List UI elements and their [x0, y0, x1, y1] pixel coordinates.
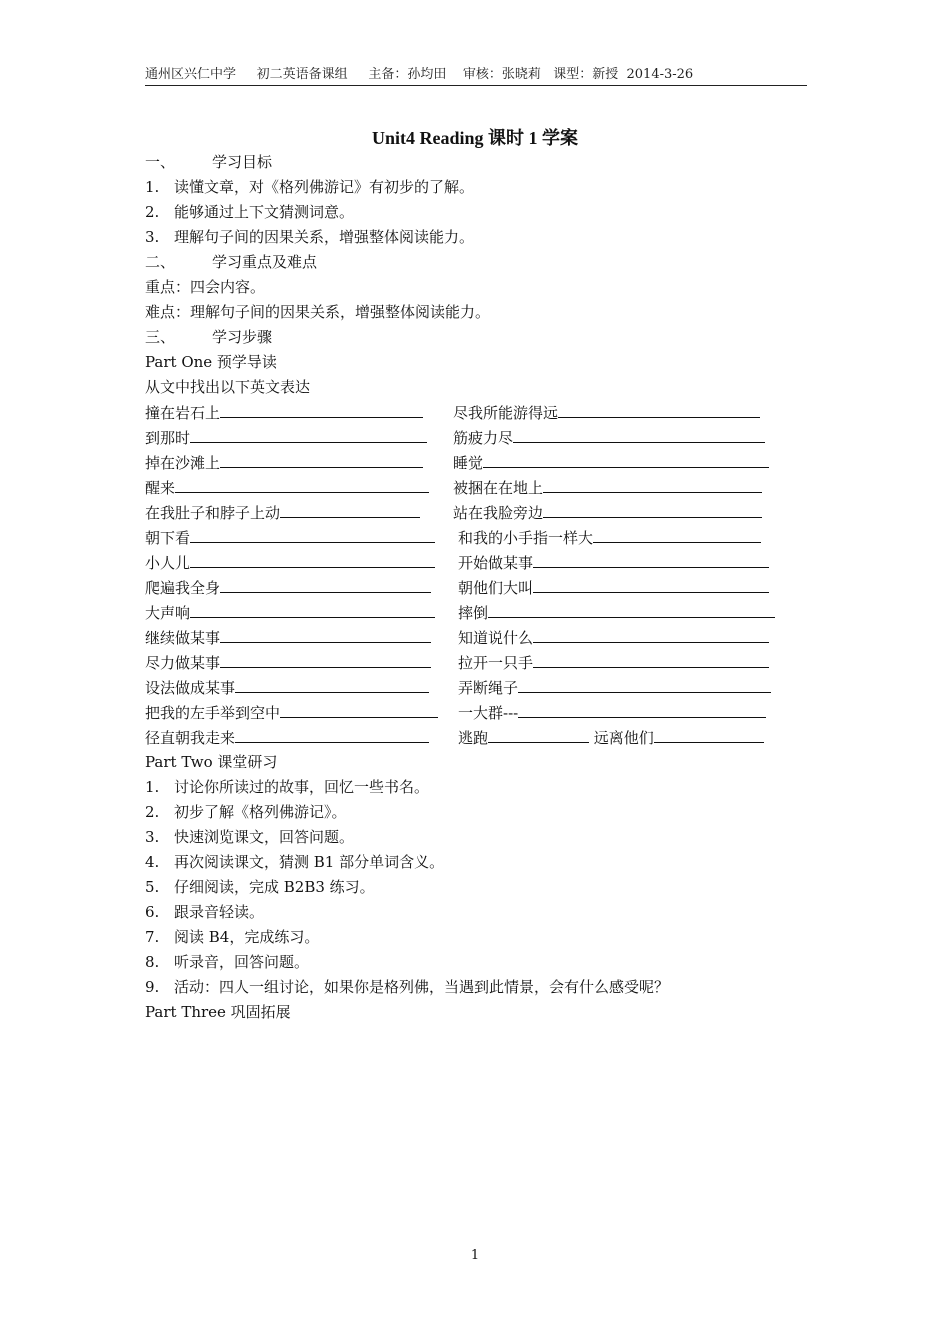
- answer-blank[interactable]: [543, 475, 762, 493]
- phrase-label: 和我的小手指一样大: [458, 529, 594, 547]
- item-text: 阅读 B4，完成练习。: [174, 928, 320, 946]
- section-number: 三、: [145, 328, 176, 346]
- item-number: 6.: [145, 903, 160, 921]
- exercise-left: [145, 400, 453, 426]
- answer-blank[interactable]: [190, 525, 435, 543]
- exercise-left: [145, 550, 458, 576]
- exercise-left: [145, 700, 458, 726]
- answer-blank[interactable]: [654, 725, 764, 743]
- item-text: 跟录音轻读。: [174, 903, 265, 921]
- phrase-label: 一大群---: [458, 704, 519, 722]
- phrase-label: 睡觉: [453, 454, 484, 472]
- step-item: [145, 850, 825, 875]
- exercise-row: [145, 600, 825, 625]
- phrase-label: 朝他们大叫: [458, 579, 534, 597]
- phrase-label: 远离他们: [593, 729, 654, 747]
- exercise-row: [145, 425, 825, 450]
- item-text: 能够通过上下文猜测词意。: [174, 203, 355, 221]
- section-heading: [145, 250, 825, 275]
- item-number: 3.: [145, 828, 160, 846]
- step-item: [145, 800, 825, 825]
- exercise-left: [145, 725, 458, 751]
- phrase-label: 尽力做某事: [145, 654, 221, 672]
- answer-blank[interactable]: [513, 425, 765, 443]
- item-text: 听录音，回答问题。: [174, 953, 310, 971]
- document-body: [145, 150, 825, 1025]
- answer-blank[interactable]: [518, 700, 766, 718]
- phrase-label: 知道说什么: [458, 629, 534, 647]
- page-header: 通州区兴仁中学 初二英语备课组 主备：孙均田 审核：张晓莉 课型：新授 2014-3-26: [145, 66, 807, 86]
- item-text: 快速浏览课文，回答问题。: [174, 828, 355, 846]
- answer-blank[interactable]: [220, 450, 423, 468]
- section-heading: [145, 150, 825, 175]
- item-number: 9.: [145, 978, 160, 996]
- goal-item: [145, 200, 825, 225]
- exercise-right: [458, 725, 764, 751]
- step-item: [145, 950, 825, 975]
- answer-blank[interactable]: [235, 725, 429, 743]
- answer-blank[interactable]: [533, 575, 769, 593]
- part-heading: Part One 预学导读: [145, 353, 277, 371]
- exercise-left: [145, 575, 458, 601]
- exercise-right: [453, 500, 762, 526]
- exercise-row: [145, 475, 825, 500]
- exercise-row: [145, 675, 825, 700]
- answer-blank[interactable]: [533, 550, 769, 568]
- phrase-label: 爬遍我全身: [145, 579, 221, 597]
- answer-blank[interactable]: [220, 400, 423, 418]
- answer-blank[interactable]: [533, 625, 769, 643]
- answer-blank[interactable]: [543, 500, 762, 518]
- phrase-label: 撞在岩石上: [145, 404, 221, 422]
- item-number: 2.: [145, 203, 160, 221]
- answer-blank[interactable]: [190, 550, 435, 568]
- exercise-right: [458, 700, 766, 726]
- phrase-label: 开始做某事: [458, 554, 534, 572]
- exercise-row: [145, 450, 825, 475]
- exercise-right: [458, 550, 769, 576]
- exercise-left: [145, 500, 453, 526]
- exercise-right: [458, 650, 769, 676]
- item-text: 读懂文章，对《格列佛游记》有初步的了解。: [174, 178, 475, 196]
- exercise-right: [458, 575, 769, 601]
- exercise-left: [145, 600, 458, 626]
- item-number: 3.: [145, 228, 160, 246]
- item-number: 4.: [145, 853, 160, 871]
- phrase-label: 摔倒: [458, 604, 489, 622]
- answer-blank[interactable]: [220, 650, 431, 668]
- phrase-label: 尽我所能游得远: [453, 404, 559, 422]
- exercise-row: [145, 625, 825, 650]
- section-label: 学习目标: [212, 153, 273, 171]
- answer-blank[interactable]: [488, 600, 775, 618]
- phrase-label: 在我肚子和脖子上动: [145, 504, 281, 522]
- phrase-label: 弄断绳子: [458, 679, 519, 697]
- phrase-label: 掉在沙滩上: [145, 454, 221, 472]
- item-text: 初步了解《格列佛游记》。: [174, 803, 347, 821]
- exercise-row: [145, 725, 825, 750]
- answer-blank[interactable]: [488, 725, 589, 743]
- fill-in-exercise: [145, 400, 825, 750]
- item-number: 5.: [145, 878, 160, 896]
- phrase-label: 醒来: [145, 479, 176, 497]
- exercise-row: [145, 400, 825, 425]
- item-number: 7.: [145, 928, 160, 946]
- item-number: 2.: [145, 803, 160, 821]
- exercise-left: [145, 475, 453, 501]
- phrase-label: 被捆在在地上: [453, 479, 544, 497]
- step-list: [145, 775, 825, 1000]
- difficulty-point: 难点：理解句子间的因果关系，增强整体阅读能力。: [145, 303, 491, 321]
- exercise-left: [145, 525, 458, 551]
- exercise-row: [145, 650, 825, 675]
- section-number: 一、: [145, 153, 176, 171]
- item-number: 1.: [145, 178, 160, 196]
- phrase-label: 把我的左手举到空中: [145, 704, 281, 722]
- phrase-label: 小人儿: [145, 554, 191, 572]
- step-item: [145, 875, 825, 900]
- exercise-right: [453, 425, 765, 451]
- exercise-right: [458, 675, 771, 701]
- step-item: [145, 775, 825, 800]
- exercise-right: [453, 400, 760, 426]
- phrase-label: 拉开一只手: [458, 654, 534, 672]
- answer-blank[interactable]: [175, 475, 429, 493]
- answer-blank[interactable]: [235, 675, 429, 693]
- document-title: Unit4 Reading 课时 1 学案: [371, 128, 578, 148]
- exercise-right: [458, 600, 775, 626]
- exercise-left: [145, 450, 453, 476]
- answer-blank[interactable]: [190, 425, 427, 443]
- answer-blank[interactable]: [483, 450, 769, 468]
- phrase-label: 朝下看: [145, 529, 191, 547]
- item-text: 仔细阅读，完成 B2B3 练习。: [174, 878, 375, 896]
- step-item: [145, 925, 825, 950]
- exercise-left: [145, 675, 458, 701]
- answer-blank[interactable]: [220, 625, 431, 643]
- phrase-label: 设法做成某事: [145, 679, 236, 697]
- exercise-left: [145, 425, 453, 451]
- instruction-text: 从文中找出以下英文表达: [145, 378, 311, 396]
- exercise-left: [145, 625, 458, 651]
- exercise-row: [145, 700, 825, 725]
- answer-blank[interactable]: [220, 575, 431, 593]
- phrase-label: 站在我脸旁边: [453, 504, 544, 522]
- answer-blank[interactable]: [558, 400, 760, 418]
- exercise-row: [145, 500, 825, 525]
- key-point: 重点：四会内容。: [145, 278, 266, 296]
- phrase-label: 径直朝我走来: [145, 729, 236, 747]
- item-text: 讨论你所读过的故事，回忆一些书名。: [174, 778, 430, 796]
- exercise-left: [145, 650, 458, 676]
- answer-blank[interactable]: [518, 675, 771, 693]
- step-item: [145, 900, 825, 925]
- section-number: 二、: [145, 253, 176, 271]
- item-number: 8.: [145, 953, 160, 971]
- phrase-label: 继续做某事: [145, 629, 221, 647]
- part-heading: Part Two 课堂研习: [145, 753, 278, 771]
- item-number: 1.: [145, 778, 160, 796]
- phrase-label: 逃跑: [458, 729, 489, 747]
- exercise-right: [458, 625, 769, 651]
- step-item: [145, 975, 825, 1000]
- phrase-label: 到那时: [145, 429, 191, 447]
- section-label: 学习重点及难点: [212, 253, 318, 271]
- exercise-row: [145, 575, 825, 600]
- exercise-right: [458, 525, 761, 551]
- exercise-row: [145, 525, 825, 550]
- answer-blank[interactable]: [280, 500, 420, 518]
- answer-blank[interactable]: [190, 600, 435, 618]
- goal-item: [145, 225, 825, 250]
- item-text: 再次阅读课文，猜测 B1 部分单词含义。: [174, 853, 445, 871]
- section-heading: [145, 325, 825, 350]
- phrase-label: 筋疲力尽: [453, 429, 514, 447]
- section-label: 学习步骤: [212, 328, 273, 346]
- answer-blank[interactable]: [280, 700, 438, 718]
- goal-item: [145, 175, 825, 200]
- exercise-right: [453, 475, 762, 501]
- exercise-row: [145, 550, 825, 575]
- item-text: 活动：四人一组讨论，如果你是格列佛，当遇到此情景，会有什么感受呢？: [174, 978, 670, 996]
- step-item: [145, 825, 825, 850]
- answer-blank[interactable]: [533, 650, 769, 668]
- part-heading: Part Three 巩固拓展: [145, 1003, 291, 1021]
- answer-blank[interactable]: [593, 525, 761, 543]
- item-text: 理解句子间的因果关系，增强整体阅读能力。: [174, 228, 475, 246]
- phrase-label: 大声响: [145, 604, 191, 622]
- exercise-right: [453, 450, 769, 476]
- page-number: 1: [470, 1248, 480, 1263]
